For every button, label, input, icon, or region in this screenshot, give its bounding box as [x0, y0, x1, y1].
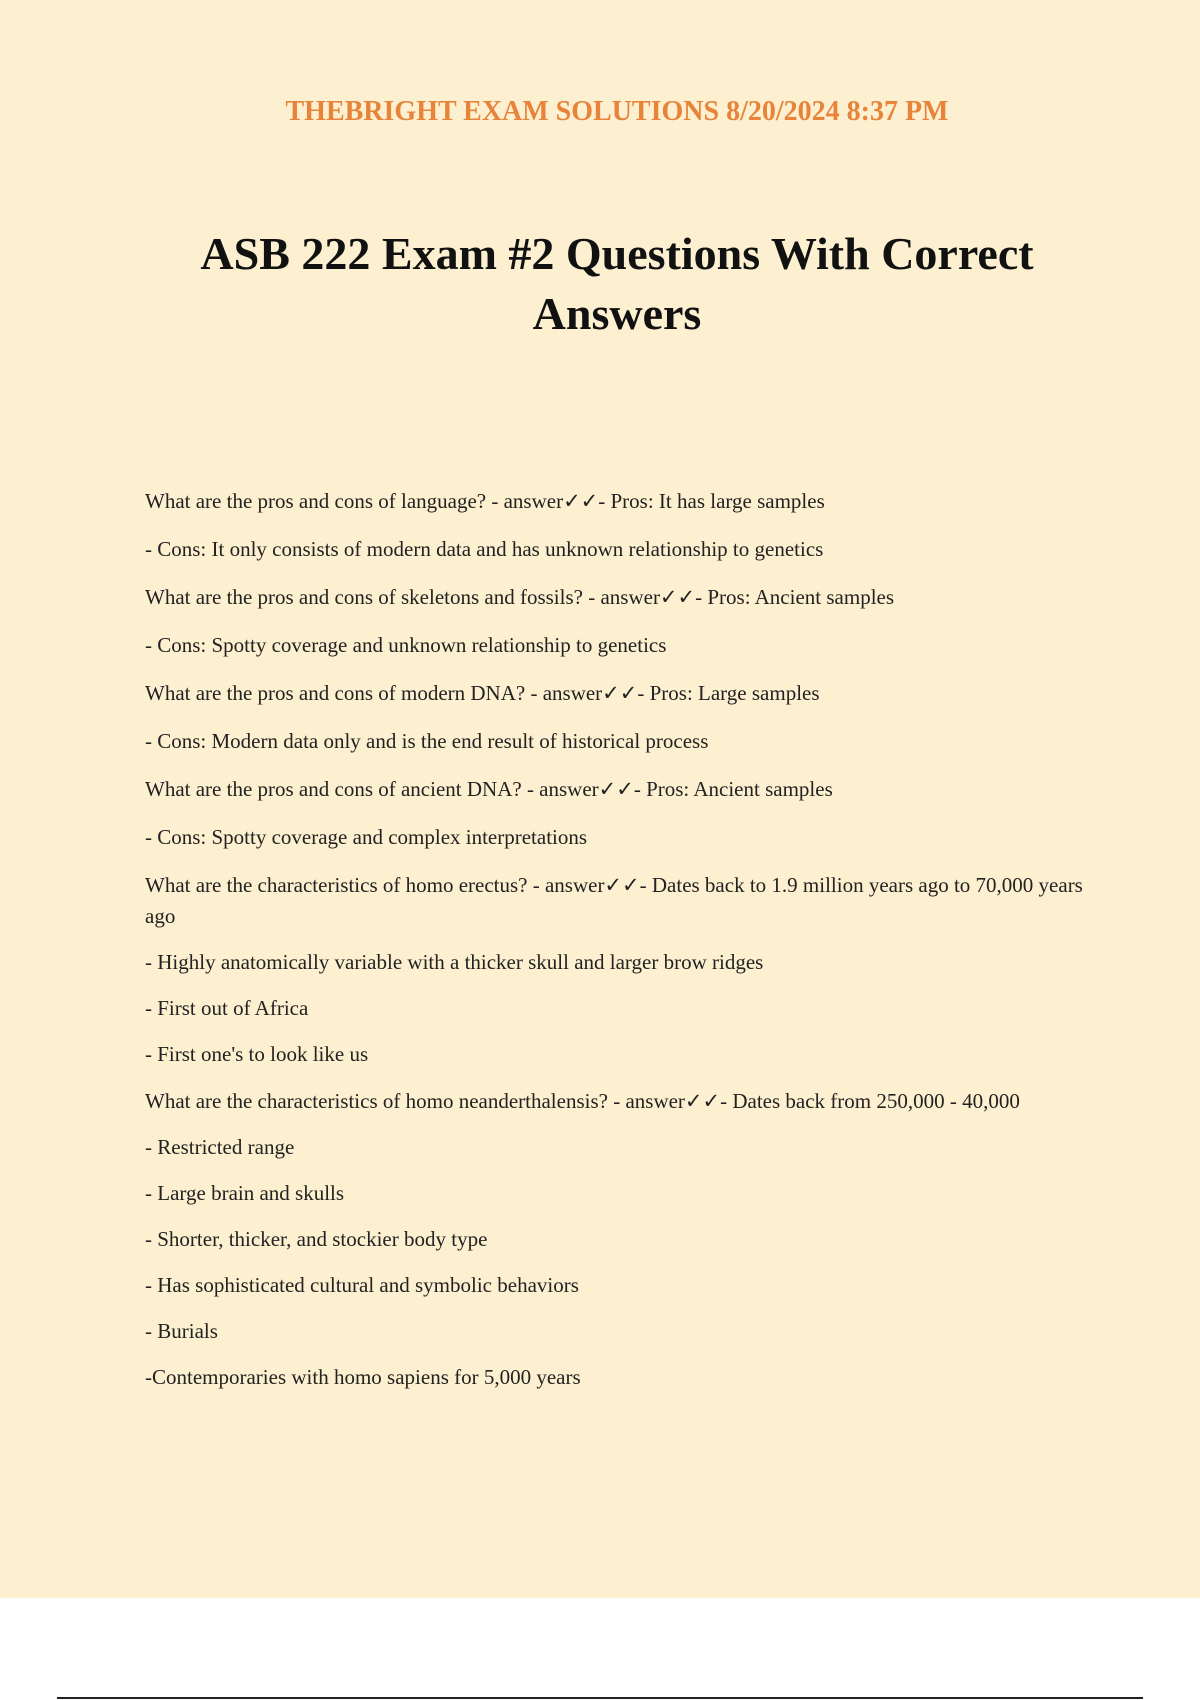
qa-line: - Large brain and skulls — [145, 1181, 345, 1205]
qa-line: - Has sophisticated cultural and symbolic behaviors — [145, 1273, 579, 1297]
qa-line: - Cons: It only consists of modern data and has unknown relationship to genetics — [145, 537, 824, 561]
qa-line: - Cons: Modern data only and is the end result of historical process — [145, 729, 709, 753]
qa-line: - First one's to look like us — [145, 1042, 369, 1066]
qa-line: What are the pros and cons of ancient DNA? - answer✓✓- Pros: Ancient samples — [145, 777, 833, 801]
qa-line: - Cons: Spotty coverage and complex interpretations — [145, 825, 588, 849]
footer-divider — [57, 1697, 1143, 1699]
qa-line: - Cons: Spotty coverage and unknown relationship to genetics — [145, 633, 667, 657]
qa-line: - First out of Africa — [145, 996, 309, 1020]
qa-line: What are the pros and cons of skeletons and fossils? - answer✓✓- Pros: Ancient samples — [145, 585, 895, 609]
qa-line: What are the pros and cons of modern DNA? - answer✓✓- Pros: Large samples — [145, 681, 820, 705]
qa-line: What are the characteristics of homo neanderthalensis? - answer✓✓- Dates back from 250,000 - 40,000 — [145, 1089, 1020, 1113]
qa-line: - Burials — [145, 1319, 218, 1343]
qa-line: - Highly anatomically variable with a thicker skull and larger brow ridges — [145, 950, 764, 974]
document-title: ASB 222 Exam #2 Questions With Correct Answers — [200, 228, 1034, 339]
qa-line: - Restricted range — [145, 1135, 295, 1159]
qa-line: -Contemporaries with homo sapiens for 5,000 years — [145, 1365, 581, 1389]
watermark-header: THEBRIGHT EXAM SOLUTIONS 8/20/2024 8:37 PM — [285, 96, 949, 127]
qa-line: What are the characteristics of homo erectus? - answer✓✓- Dates back to 1.9 million years ago to 70,000 years ago — [145, 873, 1083, 928]
qa-line: - Shorter, thicker, and stockier body type — [145, 1227, 488, 1251]
qa-content — [145, 486, 1091, 1393]
qa-line: What are the pros and cons of language? - answer✓✓- Pros: It has large samples — [145, 489, 825, 513]
